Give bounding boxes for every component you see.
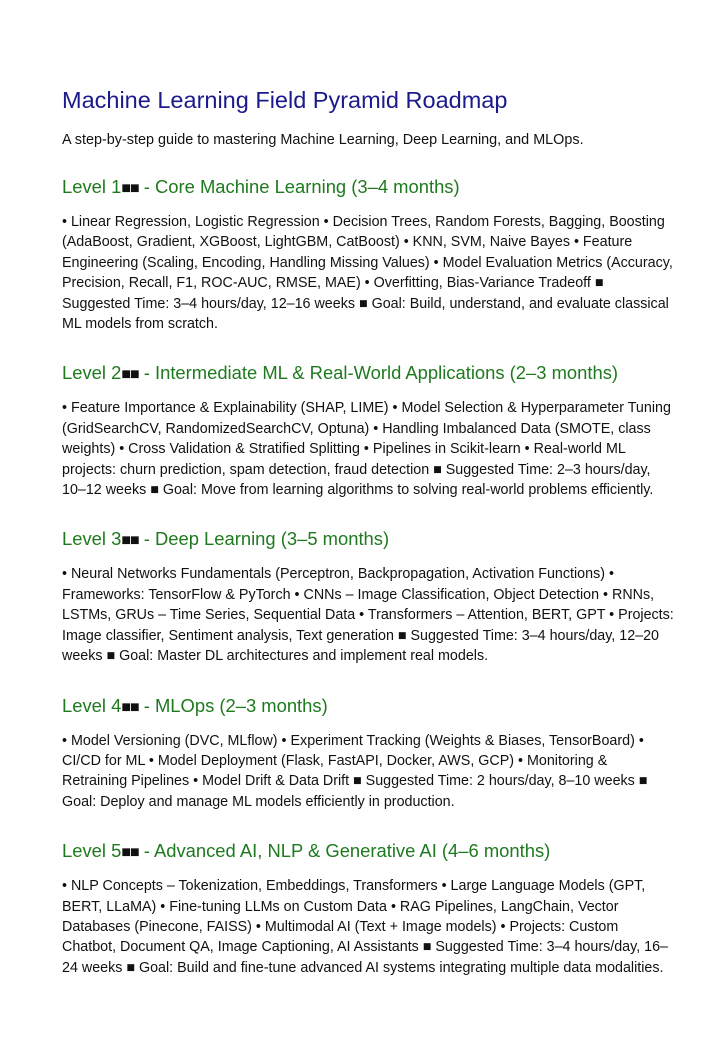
level-2-body: • Feature Importance & Explainability (SHAP, LIME) • Model Selection & Hyperparameter Tuning (GridSearchCV, RandomizedSearchCV, Optuna) • Handling Imbalanced Data (SMOTE, class weights) • Cross Validation & Stratified Splitting • Pipelines in Scikit-learn • Real-world ML projects: churn prediction, spam detection, fraud detection ■ Suggested Time: 2–3 hours/day, 10–12 weeks ■ Goal: Move from learning algorithms to solving real-world problems efficiently.	[62, 400, 671, 499]
level-marker-icon: ■■	[121, 532, 139, 550]
level-2-heading	[62, 360, 674, 388]
level-4-body: • Model Versioning (DVC, MLflow) • Experiment Tracking (Weights & Biases, TensorBoard) • CI/CD for ML • Model Deployment (Flask, FastAPI, Docker, AWS, GCP) • Monitoring & Retraining Pipelines • Model Drift & Data Drift ■ Suggested Time: 2 hours/day, 8–10 weeks ■ Goal: Deploy and manage ML models efficiently in production.	[62, 732, 648, 810]
level-marker-icon: ■■	[121, 698, 139, 716]
page-title: Machine Learning Field Pyramid Roadmap	[62, 87, 508, 113]
level-marker-icon: ■■	[121, 844, 139, 862]
level-1-body: • Linear Regression, Logistic Regression • Decision Trees, Random Forests, Bagging, Boosting (AdaBoost, Gradient, XGBoost, LightGBM, CatBoost) • KNN, SVM, Naive Bayes • Feature Engineering (Scaling, Encoding, Handling Missing Values) • Model Evaluation Metrics (Accuracy, Precision, Recall, F1, ROC-AUC, RMSE, MAE) • Overfitting, Bias-Variance Tradeoff ■ Suggested Time: 3–4 hours/day, 12–16 weeks ■ Goal: Build, understand, and evaluate classical ML models from scratch.	[62, 214, 673, 333]
level-5-body: • NLP Concepts – Tokenization, Embeddings, Transformers • Large Language Models (GPT, BERT, LLaMA) • Fine-tuning LLMs on Custom Data • RAG Pipelines, LangChain, Vector Databases (Pinecone, FAISS) • Multimodal AI (Text + Image models) • Projects: Custom Chatbot, Document QA, Image Captioning, AI Assistants ■ Suggested Time: 3–4 hours/day, 16–24 weeks ■ Goal: Build and fine-tune advanced AI systems integrating multiple data modalities.	[62, 878, 669, 976]
level-label: Level 5	[62, 840, 122, 862]
level-label: Level 2	[62, 362, 122, 384]
level-marker-icon: ■■	[121, 366, 139, 384]
level-label: Level 3	[62, 528, 122, 550]
level-2-section	[62, 360, 674, 500]
level-label: Level 1	[62, 176, 122, 197]
level-title: - Deep Learning (3–5 months)	[138, 528, 390, 550]
level-4-heading	[62, 693, 674, 721]
level-3-section	[62, 526, 674, 666]
level-label: Level 4	[62, 694, 122, 716]
level-title: - Advanced AI, NLP & Generative AI (4–6 months)	[138, 840, 551, 862]
level-title: - MLOps (2–3 months)	[138, 694, 328, 716]
level-3-heading	[62, 526, 674, 554]
level-5-section	[62, 838, 674, 978]
level-1-heading	[62, 174, 674, 202]
level-marker-icon: ■■	[121, 180, 139, 197]
page-subtitle: A step-by-step guide to mastering Machine Learning, Deep Learning, and MLOps.	[62, 132, 584, 148]
level-3-body: • Neural Networks Fundamentals (Perceptron, Backpropagation, Activation Functions) • Frameworks: TensorFlow & PyTorch • CNNs – Image Classification, Object Detection • RNNs, LSTMs, GRUs – Time Series, Sequential Data • Transformers – Attention, BERT, GPT • Projects: Image classifier, Sentiment analysis, Text generation ■ Suggested Time: 3–4 hours/day, 12–20 weeks ■ Goal: Master DL architectures and implement real models.	[62, 566, 674, 665]
level-title: - Intermediate ML & Real-World Applications (2–3 months)	[138, 362, 619, 384]
level-5-heading	[62, 838, 674, 866]
level-4-section	[62, 693, 674, 813]
level-title: - Core Machine Learning (3–4 months)	[138, 176, 460, 197]
level-1-section	[62, 174, 674, 334]
